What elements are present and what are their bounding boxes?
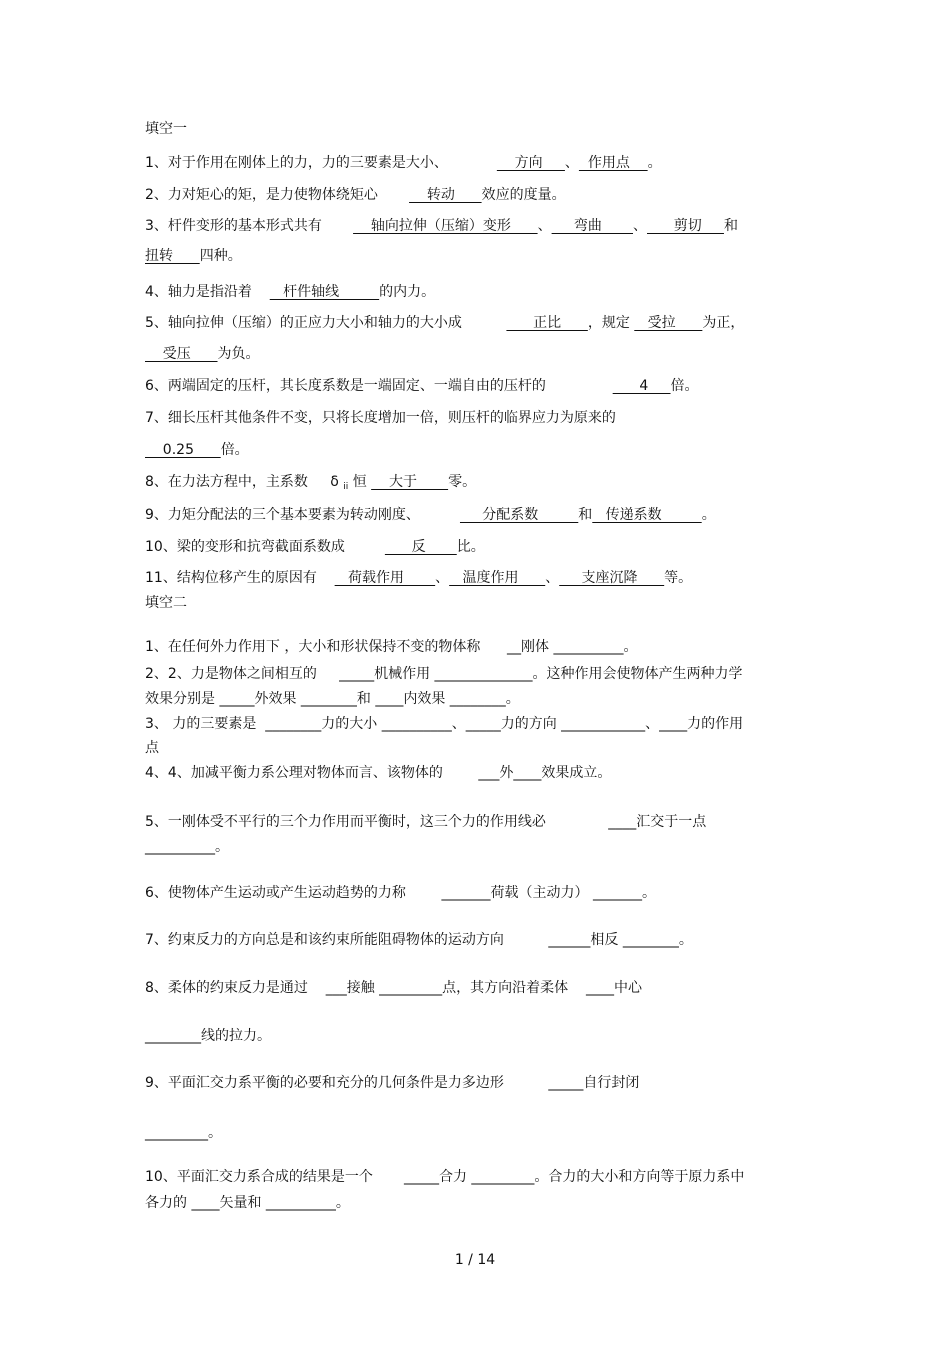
question-2-10: 10、平面汇交力系合成的结果是一个 _____合力 _________。合力的大小和方向等于原力系中 — [145, 1169, 745, 1185]
section-title-2: 填空二 — [145, 595, 187, 611]
question-2-3: 3、 力的三要素是 ________力的大小 __________、_____力的方向 ____________、____力的作用 — [145, 716, 744, 732]
answer: 荷载作用 — [334, 570, 436, 586]
question-1-2: 2、力对矩心的矩，是力使物体绕矩心 转动 效应的度量。 — [145, 187, 566, 203]
answer: 作用点 — [578, 155, 648, 171]
answer: 剪切 — [647, 218, 724, 234]
question-1-7: 7、细长压杆其他条件不变，只将长度增加一倍，则压杆的临界应力为原来的 — [145, 410, 616, 426]
answer: 方向 — [496, 155, 565, 171]
question-1-9: 9、力矩分配法的三个基本要素为转动刚度、 分配系数 和 传递系数 。 — [145, 507, 716, 523]
answer: 正比 — [506, 315, 588, 331]
question-1-5: 5、轴向拉伸（压缩）的正应力大小和轴力的大小成 正比 ，规定 受拉 为正， — [145, 315, 745, 331]
question-2-3-cont: 点 — [145, 740, 159, 756]
answer: 大于 — [371, 474, 449, 490]
answer: 弯曲 — [551, 218, 633, 234]
answer: 轴向拉伸（压缩）变形 — [353, 218, 538, 234]
question-2-9-cont: _________。 — [145, 1125, 222, 1141]
answer: 温度作用 — [449, 570, 546, 586]
question-1-5-cont: 受压 为负。 — [145, 346, 260, 362]
answer: 0.25 — [145, 442, 221, 458]
question-2-4: 4、4、加减平衡力系公理对物体而言、该物体的 ___外____效果成立。 — [145, 765, 612, 781]
question-1-8: 8、在力法方程中，主系数 δ $_{ii}$ 恒 大于 零。 — [145, 474, 477, 492]
question-1-10: 10、梁的变形和抗弯截面系数成 反 比。 — [145, 539, 485, 555]
question-2-8-cont: ________线的拉力。 — [145, 1028, 271, 1044]
question-1-4: 4、轴力是指沿着 杆件轴线 的内力。 — [145, 284, 436, 300]
question-1-3-cont: 扭转 四种。 — [145, 248, 242, 264]
question-2-5-cont: __________。 — [145, 839, 229, 855]
question-2-5: 5、一刚体受不平行的三个力作用而平衡时，这三个力的作用线必 ____汇交于一点 — [145, 814, 707, 830]
answer: 反 — [384, 539, 457, 555]
question-2-8: 8、柔体的约束反力是通过 ___接触 _________点，其方向沿着柔体 ____中心 — [145, 980, 642, 996]
question-2-2-cont: 效果分别是 _____外效果 ________和 ____内效果 ________。 — [145, 691, 520, 707]
question-2-6: 6、使物体产生运动或产生运动趋势的力称 _______荷载（主动力） _______。 — [145, 885, 656, 901]
subscript: ii — [343, 482, 349, 492]
answer: 传递系数 — [592, 507, 702, 523]
question-2-9: 9、平面汇交力系平衡的必要和充分的几何条件是力多边形 _____自行封闭 — [145, 1075, 640, 1091]
section-title-1: 填空一 — [145, 121, 187, 137]
question-1-1: 1、对于作用在刚体上的力，力的三要素是大小、 方向 、 作用点 。 — [145, 155, 662, 171]
answer: 4 — [612, 378, 671, 394]
answer: 扭转 — [145, 248, 200, 264]
delta-symbol: δ — [330, 474, 339, 490]
answer: 转动 — [409, 187, 482, 203]
question-2-10-cont: 各力的 ____矢量和 __________。 — [145, 1195, 350, 1211]
answer: 支座沉降 — [559, 570, 665, 586]
answer: 受拉 — [634, 315, 703, 331]
answer: 杆件轴线 — [269, 284, 380, 300]
answer: 受压 — [145, 346, 218, 362]
question-2-2: 2、2、力是物体之间相互的 _____机械作用 ______________。这种作用会使物体产生两种力学 — [145, 666, 743, 682]
answer: 分配系数 — [459, 507, 579, 523]
question-2-7: 7、约束反力的方向总是和该约束所能阻碍物体的运动方向 ______相反 ________。 — [145, 932, 693, 948]
question-1-7-cont: 0.25 倍。 — [145, 442, 249, 458]
question-1-6: 6、两端固定的压杆，其长度系数是一端固定、一端自由的压杆的 4 倍。 — [145, 378, 699, 394]
question-2-1: 1、在任何外力作用下 ，大小和形状保持不变的物体称 __刚体 __________。 — [145, 639, 638, 655]
page-number: 1 / 14 — [454, 1252, 496, 1268]
question-1-3: 3、杆件变形的基本形式共有 轴向拉伸（压缩）变形 、 弯曲 、 剪切 和 — [145, 218, 738, 234]
question-1-11: 11、结构位移产生的原因有 荷载作用 、 温度作用 、 支座沉降 等。 — [145, 570, 693, 586]
